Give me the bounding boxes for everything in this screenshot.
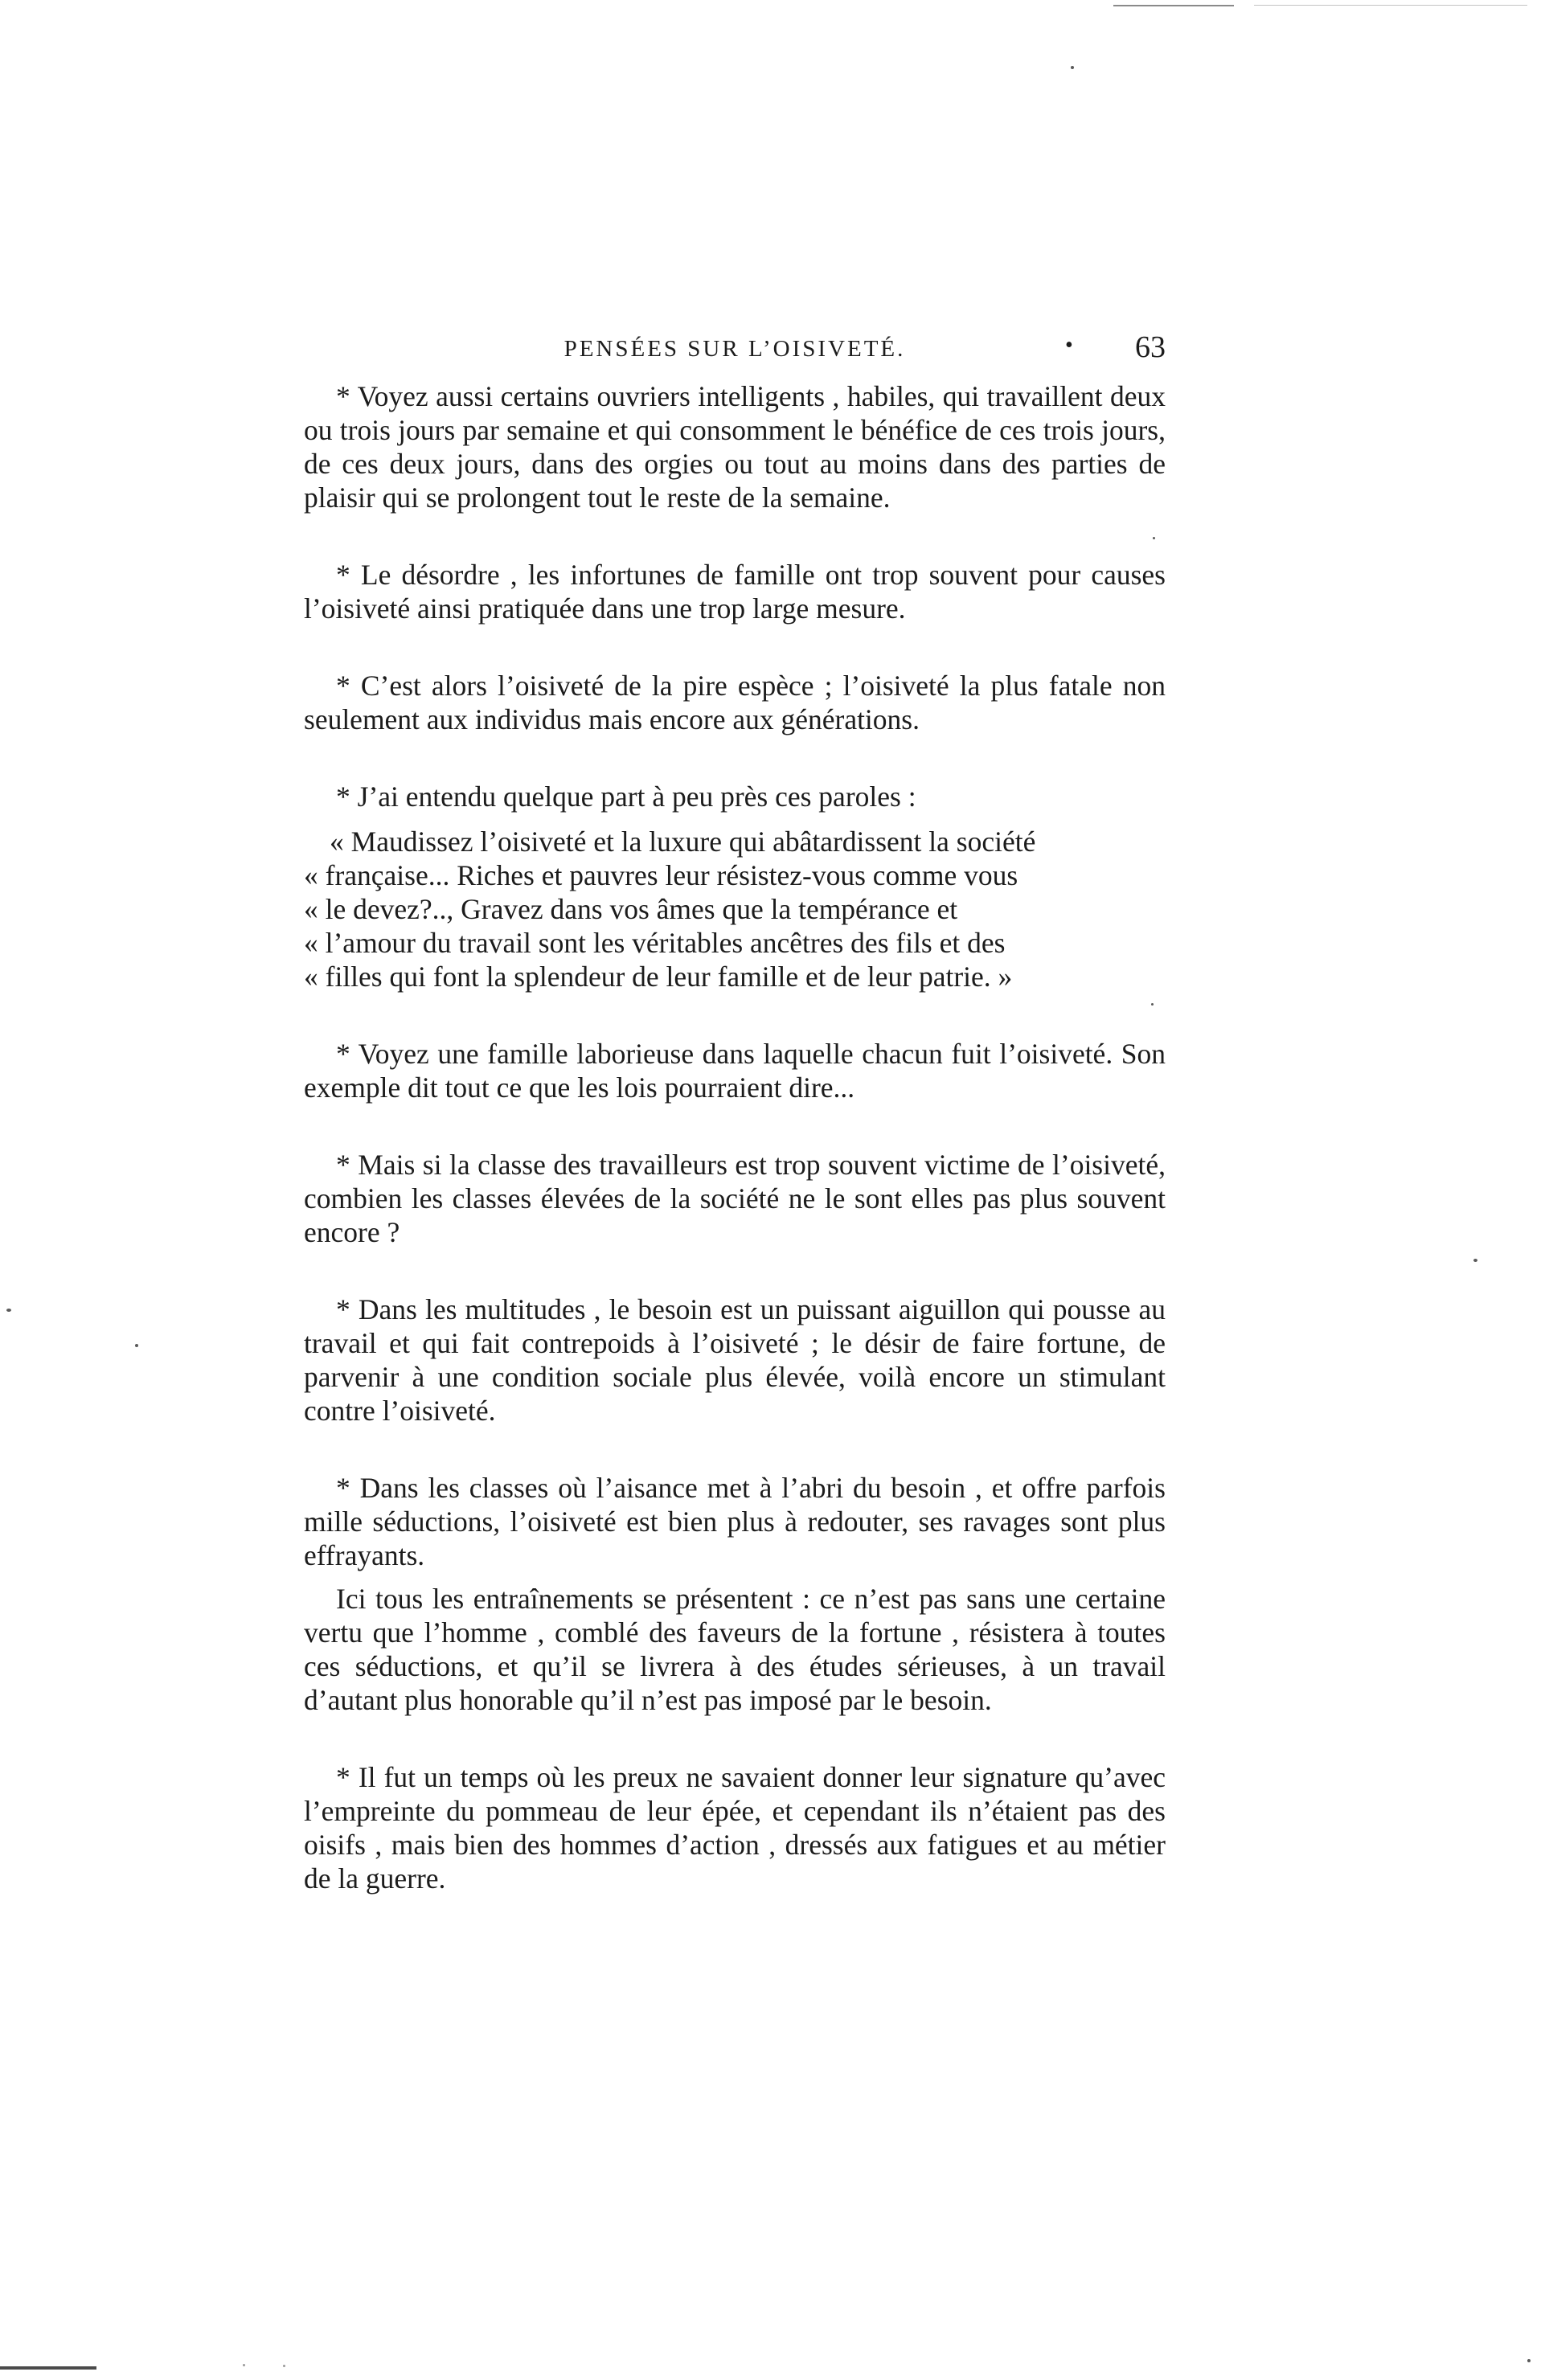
paragraph: * Il fut un temps où les preux ne savaient donner leur signature qu’avec l’empreinte du pommeau de leur épée, et cependant ils n’étaient pas des oisifs , mais bien des hommes d’action , dressés aux fatigues et au métier de la guerre. [304, 1761, 1166, 1895]
scan-speck [6, 1309, 11, 1312]
running-head [304, 330, 1166, 378]
paragraph: * J’ai entendu quelque part à peu près ces paroles : [336, 780, 916, 813]
scan-edge-line-bottom [0, 2366, 96, 2370]
quote-line: « le devez?.., Gravez dans vos âmes que la tempérance et [304, 893, 958, 925]
paragraph: * Le désordre , les infortunes de famille ont trop souvent pour causes l’oisiveté ainsi pratiquée dans une trop large mesure. [304, 559, 1166, 625]
scan-speck [243, 2364, 245, 2366]
quotation-block [304, 825, 1166, 993]
page-number: 63 [1135, 330, 1166, 364]
paragraph: * Dans les multitudes , le besoin est un puissant aiguillon qui pousse au travail et qui fait contrepoids à l’oisiveté ; le désir de faire fortune, de parvenir à une condition sociale plus élevée, voilà encore un stimulant contre l’oisiveté. [304, 1293, 1166, 1427]
scan-edge-line-top-right [1254, 5, 1527, 6]
paragraph: Ici tous les entraînements se présentent : ce n’est pas sans une certaine vertu que l’homme , comblé des faveurs de la fortune , résistera à toutes ces séductions, et qu’il se livrera à des études sérieuses, à un travail d’autant plus honorable qu’il n’est pas imposé par le besoin. [304, 1583, 1166, 1716]
quote-line: « filles qui font la splendeur de leur famille et de leur patrie. » [304, 961, 1013, 993]
scan-speck [1071, 66, 1074, 69]
quote-line: « l’amour du travail sont les véritables ancêtres des fils et des [304, 927, 1006, 959]
scan-speck [135, 1344, 138, 1347]
body-text [304, 379, 1166, 1895]
paragraph: * Dans les classes où l’aisance met à l’abri du besoin , et offre parfois mille séductions, l’oisiveté est bien plus à redouter, ses ravages sont plus effrayants. [304, 1472, 1166, 1571]
scan-speck [283, 2365, 285, 2367]
paragraph: * Voyez une famille laborieuse dans laquelle chacun fuit l’oisiveté. Son exemple dit tout ce que les lois pourraient dire... [304, 1038, 1166, 1104]
running-title: PENSÉES SUR L’OISIVETÉ. [563, 336, 906, 362]
paragraph: * C’est alors l’oisiveté de la pire espèce ; l’oisiveté la plus fatale non seulement aux individus mais encore aux générations. [304, 670, 1166, 735]
header-bullet: • [1065, 333, 1073, 358]
scan-speck [1473, 1259, 1477, 1262]
paragraph: * Mais si la classe des travailleurs est trop souvent victime de l’oisiveté, combien les classes élevées de la société ne le sont elles pas plus souvent encore ? [304, 1149, 1166, 1248]
paragraph: * Voyez aussi certains ouvriers intelligents , habiles, qui travaillent deux ou trois jours par semaine et qui consomment le bénéfice de ces trois jours, de ces deux jours, dans des orgies ou tout au moins dans des parties de plaisir qui se prolongent tout le reste de la semaine. [304, 380, 1166, 514]
quote-line: « française... Riches et pauvres leur résistez-vous comme vous [304, 859, 1018, 891]
scan-edge-line-top [1113, 5, 1234, 6]
quote-line: « Maudissez l’oisiveté et la luxure qui abâtardissent la société [330, 825, 1036, 858]
scan-speck [1527, 2359, 1531, 2362]
